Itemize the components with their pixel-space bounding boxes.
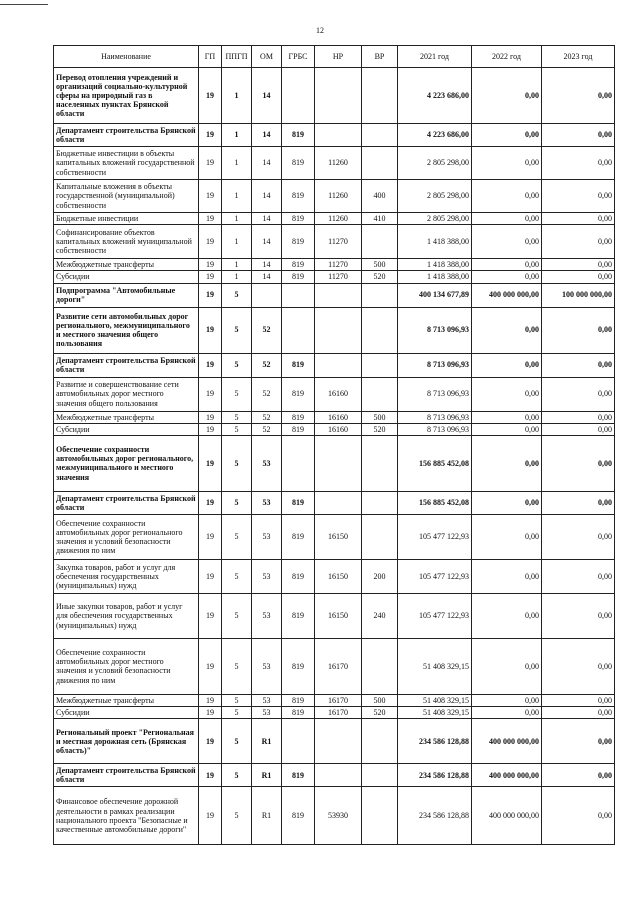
cell-gp: 19 [199, 514, 222, 559]
cell-y2022: 0,00 [472, 68, 542, 124]
cell-ppgp: 5 [222, 377, 252, 411]
cell-nr: 11260 [315, 213, 362, 225]
cell-gp: 19 [199, 719, 222, 764]
cell-y2023: 0,00 [542, 225, 615, 259]
table-row [54, 377, 615, 411]
header-grbs: ГРБС [282, 46, 315, 68]
cell-ppgp: 5 [222, 694, 252, 706]
cell-y2021: 234 586 128,88 [398, 787, 472, 845]
cell-ppgp: 5 [222, 707, 252, 719]
cell-y2021: 156 885 452,08 [398, 491, 472, 514]
cell-ppgp: 5 [222, 514, 252, 559]
cell-y2021: 234 586 128,88 [398, 719, 472, 764]
cell-nr [315, 353, 362, 377]
cell-y2021: 8 713 096,93 [398, 411, 472, 423]
cell-y2023: 0,00 [542, 559, 615, 593]
cell-y2022: 0,00 [472, 411, 542, 423]
cell-ppgp: 1 [222, 225, 252, 259]
cell-y2023: 100 000 000,00 [542, 283, 615, 307]
cell-ppgp: 1 [222, 259, 252, 271]
table-header-row [54, 46, 615, 68]
cell-y2021: 8 713 096,93 [398, 307, 472, 353]
cell-name: Развитие и совершенствование сети автомобильных дорог местного значения общего пользования [54, 377, 199, 411]
cell-vr [362, 491, 398, 514]
cell-om: 53 [252, 435, 282, 491]
cell-y2021: 1 418 388,00 [398, 225, 472, 259]
cell-y2022: 0,00 [472, 435, 542, 491]
cell-y2022: 0,00 [472, 423, 542, 435]
cell-gp: 19 [199, 435, 222, 491]
cell-y2023: 0,00 [542, 491, 615, 514]
cell-y2022: 0,00 [472, 377, 542, 411]
header-om: ОМ [252, 46, 282, 68]
cell-om: 14 [252, 124, 282, 147]
cell-y2023: 0,00 [542, 514, 615, 559]
cell-om: 14 [252, 259, 282, 271]
cell-vr [362, 68, 398, 124]
cell-y2021: 8 713 096,93 [398, 353, 472, 377]
cell-grbs: 819 [282, 707, 315, 719]
table-row [54, 124, 615, 147]
cell-y2022: 0,00 [472, 491, 542, 514]
cell-vr [362, 353, 398, 377]
cell-grbs: 819 [282, 559, 315, 593]
cell-y2022: 0,00 [472, 147, 542, 180]
table-row [54, 559, 615, 593]
table-row [54, 764, 615, 787]
cell-grbs: 819 [282, 180, 315, 213]
cell-y2023: 0,00 [542, 271, 615, 283]
cell-om: R1 [252, 787, 282, 845]
cell-y2021: 2 805 298,00 [398, 180, 472, 213]
table-row [54, 213, 615, 225]
table-row [54, 719, 615, 764]
table-row [54, 638, 615, 694]
cell-ppgp: 1 [222, 271, 252, 283]
cell-name: Подпрограмма "Автомобильные дороги" [54, 283, 199, 307]
cell-y2021: 156 885 452,08 [398, 435, 472, 491]
cell-om: 53 [252, 593, 282, 638]
cell-om: 14 [252, 180, 282, 213]
cell-gp: 19 [199, 423, 222, 435]
cell-nr: 11270 [315, 271, 362, 283]
cell-y2021: 105 477 122,93 [398, 559, 472, 593]
cell-y2021: 105 477 122,93 [398, 593, 472, 638]
cell-vr: 500 [362, 411, 398, 423]
cell-grbs: 819 [282, 411, 315, 423]
cell-nr [315, 764, 362, 787]
cell-grbs: 819 [282, 423, 315, 435]
cell-gp: 19 [199, 491, 222, 514]
cell-y2022: 0,00 [472, 514, 542, 559]
cell-name: Развитие сети автомобильных дорог регионального, межмуниципального и местного значения общего пользования [54, 307, 199, 353]
cell-grbs: 819 [282, 225, 315, 259]
header-nr: НР [315, 46, 362, 68]
cell-om: 14 [252, 68, 282, 124]
table-row [54, 283, 615, 307]
cell-vr: 400 [362, 180, 398, 213]
cell-grbs: 819 [282, 259, 315, 271]
cell-y2023: 0,00 [542, 259, 615, 271]
cell-nr: 16170 [315, 707, 362, 719]
cell-grbs: 819 [282, 491, 315, 514]
cell-name: Софинансирование объектов капитальных вложений муниципальной собственности [54, 225, 199, 259]
cell-y2023: 0,00 [542, 593, 615, 638]
cell-ppgp: 5 [222, 411, 252, 423]
cell-y2022: 0,00 [472, 593, 542, 638]
cell-om: R1 [252, 719, 282, 764]
cell-vr [362, 377, 398, 411]
cell-om: R1 [252, 764, 282, 787]
cell-name: Бюджетные инвестиции в объекты капитальных вложений государственной собственности [54, 147, 199, 180]
cell-y2021: 234 586 128,88 [398, 764, 472, 787]
cell-ppgp: 5 [222, 435, 252, 491]
cell-om: 52 [252, 377, 282, 411]
cell-y2022: 400 000 000,00 [472, 719, 542, 764]
cell-y2021: 51 408 329,15 [398, 694, 472, 706]
cell-y2022: 0,00 [472, 559, 542, 593]
cell-vr: 500 [362, 259, 398, 271]
cell-y2022: 0,00 [472, 225, 542, 259]
cell-name: Бюджетные инвестиции [54, 213, 199, 225]
cell-name: Обеспечение сохранности автомобильных дорог регионального значения и условий безопасности движения по ним [54, 514, 199, 559]
cell-y2023: 0,00 [542, 435, 615, 491]
cell-grbs: 819 [282, 593, 315, 638]
cell-vr [362, 307, 398, 353]
cell-name: Обеспечение сохранности автомобильных дорог регионального, межмуниципального и местного значения [54, 435, 199, 491]
cell-nr: 16170 [315, 694, 362, 706]
cell-nr: 16150 [315, 559, 362, 593]
cell-ppgp: 5 [222, 787, 252, 845]
cell-name: Субсидии [54, 707, 199, 719]
cell-name: Межбюджетные трансферты [54, 694, 199, 706]
cell-grbs: 819 [282, 213, 315, 225]
cell-y2023: 0,00 [542, 213, 615, 225]
cell-ppgp: 1 [222, 68, 252, 124]
header-name: Наименование [54, 46, 199, 68]
cell-ppgp: 5 [222, 764, 252, 787]
cell-grbs: 819 [282, 514, 315, 559]
cell-y2022: 0,00 [472, 180, 542, 213]
page-number: 12 [316, 26, 324, 35]
cell-gp: 19 [199, 694, 222, 706]
cell-name: Межбюджетные трансферты [54, 411, 199, 423]
cell-nr: 16150 [315, 514, 362, 559]
cell-gp: 19 [199, 283, 222, 307]
table-row [54, 435, 615, 491]
cell-ppgp: 5 [222, 593, 252, 638]
cell-nr [315, 491, 362, 514]
cell-nr: 16170 [315, 638, 362, 694]
cell-gp: 19 [199, 213, 222, 225]
cell-gp: 19 [199, 411, 222, 423]
cell-y2022: 0,00 [472, 694, 542, 706]
cell-name: Межбюджетные трансферты [54, 259, 199, 271]
cell-om: 53 [252, 559, 282, 593]
header-gp: ГП [199, 46, 222, 68]
cell-y2023: 0,00 [542, 377, 615, 411]
cell-gp: 19 [199, 180, 222, 213]
cell-grbs [282, 283, 315, 307]
cell-vr [362, 225, 398, 259]
table-row [54, 307, 615, 353]
cell-y2023: 0,00 [542, 764, 615, 787]
cell-y2021: 51 408 329,15 [398, 707, 472, 719]
cell-om: 14 [252, 271, 282, 283]
cell-nr: 11260 [315, 180, 362, 213]
cell-ppgp: 1 [222, 180, 252, 213]
cell-om: 52 [252, 353, 282, 377]
cell-y2023: 0,00 [542, 124, 615, 147]
cell-y2021: 4 223 686,00 [398, 124, 472, 147]
cell-grbs: 819 [282, 124, 315, 147]
cell-name: Иные закупки товаров, работ и услуг для обеспечения государственных (муниципальных) нужд [54, 593, 199, 638]
cell-nr [315, 283, 362, 307]
cell-nr: 53930 [315, 787, 362, 845]
cell-nr [315, 435, 362, 491]
cell-ppgp: 5 [222, 559, 252, 593]
cell-y2023: 0,00 [542, 147, 615, 180]
cell-grbs: 819 [282, 638, 315, 694]
header-y2022: 2022 год [472, 46, 542, 68]
cell-grbs: 819 [282, 353, 315, 377]
cell-om: 53 [252, 638, 282, 694]
cell-nr: 16150 [315, 593, 362, 638]
cell-vr [362, 514, 398, 559]
cell-ppgp: 5 [222, 353, 252, 377]
header-y2021: 2021 год [398, 46, 472, 68]
cell-y2023: 0,00 [542, 787, 615, 845]
cell-gp: 19 [199, 764, 222, 787]
cell-grbs: 819 [282, 147, 315, 180]
cell-vr: 410 [362, 213, 398, 225]
table-row [54, 694, 615, 706]
cell-gp: 19 [199, 787, 222, 845]
budget-table [53, 45, 615, 845]
cell-ppgp: 5 [222, 283, 252, 307]
cell-y2021: 2 805 298,00 [398, 147, 472, 180]
table-row [54, 423, 615, 435]
cell-nr [315, 68, 362, 124]
cell-om: 53 [252, 707, 282, 719]
header-y2023: 2023 год [542, 46, 615, 68]
cell-vr [362, 435, 398, 491]
cell-y2023: 0,00 [542, 423, 615, 435]
cell-y2023: 0,00 [542, 68, 615, 124]
cell-y2021: 4 223 686,00 [398, 68, 472, 124]
cell-ppgp: 5 [222, 423, 252, 435]
cell-grbs: 819 [282, 377, 315, 411]
cell-ppgp: 5 [222, 638, 252, 694]
cell-y2021: 2 805 298,00 [398, 213, 472, 225]
table-row [54, 593, 615, 638]
table-row [54, 68, 615, 124]
cell-vr [362, 124, 398, 147]
cell-nr: 11270 [315, 225, 362, 259]
cell-grbs: 819 [282, 271, 315, 283]
cell-vr: 240 [362, 593, 398, 638]
cell-y2021: 51 408 329,15 [398, 638, 472, 694]
cell-y2022: 0,00 [472, 259, 542, 271]
cell-name: Департамент строительства Брянской области [54, 764, 199, 787]
cell-nr [315, 719, 362, 764]
cell-name: Обеспечение сохранности автомобильных дорог местного значения и условий безопасности движения по ним [54, 638, 199, 694]
cell-nr: 11270 [315, 259, 362, 271]
cell-grbs [282, 68, 315, 124]
cell-om: 14 [252, 225, 282, 259]
cell-y2021: 8 713 096,93 [398, 423, 472, 435]
cell-y2023: 0,00 [542, 180, 615, 213]
cell-vr [362, 283, 398, 307]
table-row [54, 147, 615, 180]
cell-nr [315, 307, 362, 353]
cell-grbs [282, 719, 315, 764]
cell-vr [362, 719, 398, 764]
cell-y2022: 0,00 [472, 213, 542, 225]
cell-om: 14 [252, 213, 282, 225]
table-row [54, 707, 615, 719]
cell-om: 52 [252, 423, 282, 435]
cell-gp: 19 [199, 259, 222, 271]
scan-edge-mark [0, 4, 48, 5]
cell-nr [315, 124, 362, 147]
cell-gp: 19 [199, 307, 222, 353]
cell-nr: 16160 [315, 377, 362, 411]
cell-gp: 19 [199, 68, 222, 124]
table-row [54, 411, 615, 423]
cell-grbs: 819 [282, 764, 315, 787]
cell-nr: 16160 [315, 411, 362, 423]
cell-vr: 520 [362, 707, 398, 719]
cell-name: Финансовое обеспечение дорожной деятельности в рамках реализации национального проекта "Безопасные и качественные автомобильные дороги" [54, 787, 199, 845]
cell-y2022: 0,00 [472, 307, 542, 353]
cell-name: Департамент строительства Брянской области [54, 491, 199, 514]
table-row [54, 180, 615, 213]
cell-om: 53 [252, 514, 282, 559]
cell-gp: 19 [199, 353, 222, 377]
cell-vr [362, 764, 398, 787]
table-row [54, 225, 615, 259]
table-row [54, 787, 615, 845]
cell-vr: 200 [362, 559, 398, 593]
cell-y2022: 0,00 [472, 124, 542, 147]
cell-vr: 500 [362, 694, 398, 706]
cell-y2022: 400 000 000,00 [472, 283, 542, 307]
cell-name: Департамент строительства Брянской области [54, 353, 199, 377]
cell-y2023: 0,00 [542, 707, 615, 719]
cell-y2023: 0,00 [542, 411, 615, 423]
cell-y2022: 0,00 [472, 707, 542, 719]
cell-ppgp: 5 [222, 491, 252, 514]
cell-ppgp: 1 [222, 147, 252, 180]
cell-grbs: 819 [282, 694, 315, 706]
cell-name: Департамент строительства Брянской области [54, 124, 199, 147]
cell-ppgp: 5 [222, 307, 252, 353]
table-row [54, 353, 615, 377]
cell-y2022: 0,00 [472, 638, 542, 694]
cell-y2022: 0,00 [472, 353, 542, 377]
cell-om: 53 [252, 694, 282, 706]
cell-gp: 19 [199, 593, 222, 638]
cell-y2021: 400 134 677,89 [398, 283, 472, 307]
cell-y2023: 0,00 [542, 638, 615, 694]
cell-vr: 520 [362, 423, 398, 435]
cell-ppgp: 1 [222, 213, 252, 225]
cell-nr: 16160 [315, 423, 362, 435]
cell-ppgp: 1 [222, 124, 252, 147]
header-vr: ВР [362, 46, 398, 68]
cell-grbs [282, 435, 315, 491]
table-body [54, 68, 615, 845]
cell-ppgp: 5 [222, 719, 252, 764]
cell-name: Региональный проект "Региональная и местная дорожная сеть (Брянская область)" [54, 719, 199, 764]
table-row [54, 259, 615, 271]
cell-gp: 19 [199, 271, 222, 283]
cell-grbs [282, 307, 315, 353]
cell-y2022: 400 000 000,00 [472, 764, 542, 787]
cell-name: Субсидии [54, 423, 199, 435]
cell-nr: 11260 [315, 147, 362, 180]
table-row [54, 514, 615, 559]
cell-gp: 19 [199, 638, 222, 694]
cell-y2021: 8 713 096,93 [398, 377, 472, 411]
cell-om: 14 [252, 147, 282, 180]
cell-gp: 19 [199, 559, 222, 593]
cell-name: Капитальные вложения в объекты государственной (муниципальной) собственности [54, 180, 199, 213]
cell-y2021: 1 418 388,00 [398, 259, 472, 271]
cell-y2022: 0,00 [472, 271, 542, 283]
cell-y2023: 0,00 [542, 719, 615, 764]
cell-name: Закупка товаров, работ и услуг для обеспечения государственных (муниципальных) нужд [54, 559, 199, 593]
cell-gp: 19 [199, 377, 222, 411]
cell-y2023: 0,00 [542, 353, 615, 377]
cell-name: Субсидии [54, 271, 199, 283]
cell-grbs: 819 [282, 787, 315, 845]
cell-gp: 19 [199, 707, 222, 719]
cell-vr [362, 147, 398, 180]
cell-vr [362, 787, 398, 845]
cell-y2023: 0,00 [542, 694, 615, 706]
cell-y2021: 105 477 122,93 [398, 514, 472, 559]
cell-name: Перевод отопления учреждений и организаций социально-культурной сферы на природный газ в населенных пунктах Брянской области [54, 68, 199, 124]
cell-gp: 19 [199, 147, 222, 180]
cell-om: 52 [252, 307, 282, 353]
cell-y2021: 1 418 388,00 [398, 271, 472, 283]
cell-y2023: 0,00 [542, 307, 615, 353]
cell-y2022: 400 000 000,00 [472, 787, 542, 845]
cell-om [252, 283, 282, 307]
table-row [54, 271, 615, 283]
cell-vr [362, 638, 398, 694]
header-ppgp: ППГП [222, 46, 252, 68]
table-row [54, 491, 615, 514]
cell-om: 52 [252, 411, 282, 423]
cell-gp: 19 [199, 124, 222, 147]
cell-vr: 520 [362, 271, 398, 283]
cell-om: 53 [252, 491, 282, 514]
cell-gp: 19 [199, 225, 222, 259]
